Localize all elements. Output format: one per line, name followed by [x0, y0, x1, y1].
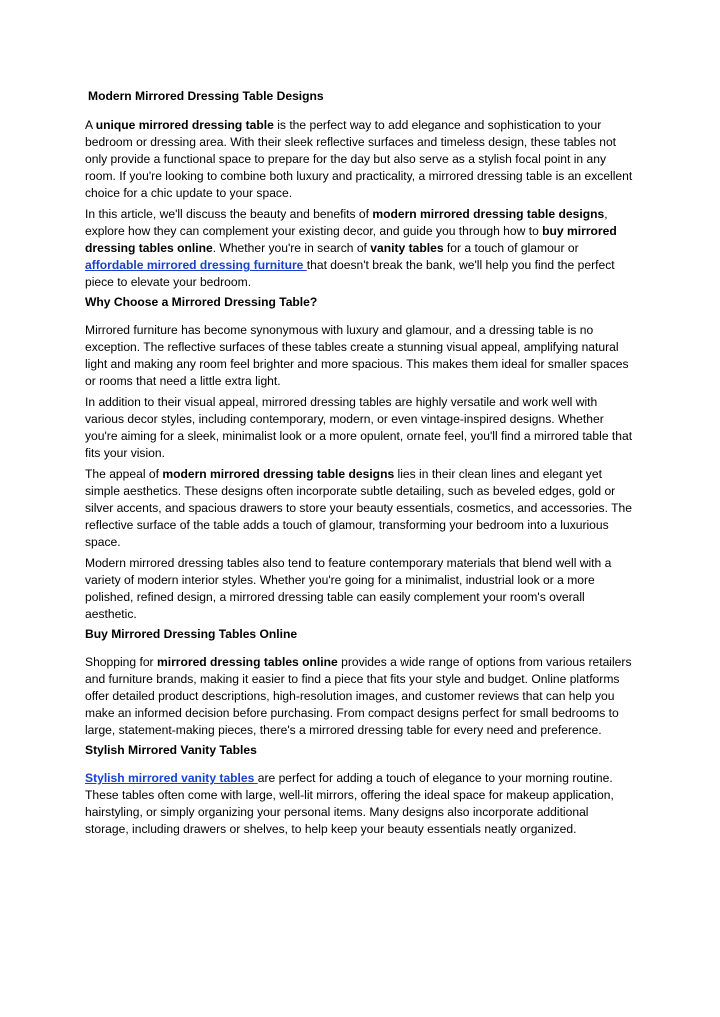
text-run: are perfect for adding a touch of elegance to your morning routine. These tables often come with large, well-lit mirrors, offering the ideal space for makeup application, hairstyling, or simply organizing your personal items. Many designs also incorporate additional storage, including drawers or shelves, to help keep your beauty essentials neatly organized.	[85, 771, 614, 836]
why-paragraph-2: In addition to their visual appeal, mirrored dressing tables are highly versatile and work well with various decor styles, including contemporary, modern, or even vintage-inspired designs. Whether you're aiming for a sleek, minimalist look or a more opulent, ornate feel, you'll find a mirrored table that fits your vision.	[85, 395, 633, 460]
intro-paragraph-1	[85, 117, 633, 202]
text-run: provides a wide range of options from various retailers and furniture brands, making it easier to find a piece that fits your style and budget. Online platforms offer detailed product descriptions, high-resolution images, and customer reviews that can help you make an informed decision before purchasing. From compact designs perfect for small bedrooms to large, statement-making pieces, there's a mirrored dressing table for every need and preference.	[85, 655, 632, 737]
bold-phrase: buy mirrored dressing tables online	[85, 224, 617, 255]
text-run: lies in their clean lines and elegant yet simple aesthetics. These designs often incorporate subtle detailing, such as beveled edges, gold or silver accents, and spacious drawers to store your beauty essentials, cosmetics, and accessories. The reflective surface of the table adds a touch of glamour, transforming your bedroom into a luxurious space.	[85, 467, 632, 549]
bold-phrase: mirrored dressing tables online	[156, 655, 338, 669]
vanity-paragraph-1	[85, 770, 633, 838]
text-run: A	[85, 118, 96, 132]
bold-phrase: vanity tables	[370, 241, 444, 255]
vanity-tables-link[interactable]: Stylish mirrored vanity tables	[85, 771, 258, 785]
buy-paragraph-1	[85, 654, 633, 739]
why-paragraph-3	[85, 466, 633, 551]
bold-phrase: modern mirrored dressing table designs	[162, 467, 395, 481]
affordable-furniture-link[interactable]: affordable mirrored dressing furniture	[85, 258, 307, 272]
bold-phrase: modern mirrored dressing table designs	[372, 207, 605, 221]
text-run: , explore how they can complement your existing decor, and guide you through how to	[85, 207, 608, 238]
section-heading-buy: Buy Mirrored Dressing Tables Online	[85, 627, 298, 641]
why-paragraph-1: Mirrored furniture has become synonymous with luxury and glamour, and a dressing table is no exception. The reflective surfaces of these tables create a stunning visual appeal, amplifying natural light and making any room feel brighter and more spacious. This makes them ideal for smaller spaces or rooms that need a little extra light.	[85, 323, 629, 388]
page-title: Modern Mirrored Dressing Table Designs	[88, 89, 324, 103]
text-run: that doesn't break the bank, we'll help you find the perfect piece to elevate your bedroom.	[85, 258, 615, 289]
text-run: for a touch of glamour or	[443, 241, 579, 255]
section-heading-why: Why Choose a Mirrored Dressing Table?	[85, 295, 318, 309]
document-page	[85, 88, 633, 838]
text-run: . Whether you're in search of	[212, 241, 371, 255]
section-heading-vanity: Stylish Mirrored Vanity Tables	[85, 743, 257, 757]
intro-paragraph-2	[85, 206, 633, 291]
text-run: In this article, we'll discuss the beauty and benefits of	[85, 207, 373, 221]
text-run: is the perfect way to add elegance and sophistication to your bedroom or dressing area. With their sleek reflective surfaces and timeless design, these tables not only provide a functional space to prepare for the day but also serve as a stylish focal point in any room. If you're looking to combine both luxury and practicality, a mirrored dressing table is an excellent choice for a chic update to your space.	[85, 118, 633, 200]
why-paragraph-4: Modern mirrored dressing tables also tend to feature contemporary materials that blend well with a variety of modern interior styles. Whether you're going for a minimalist, industrial look or a more polished, refined design, a mirrored dressing table can easily complement your room's overall aesthetic.	[85, 556, 612, 621]
text-run: The appeal of	[85, 467, 163, 481]
text-run: Shopping for	[85, 655, 157, 669]
bold-phrase: unique mirrored dressing table	[95, 118, 274, 132]
